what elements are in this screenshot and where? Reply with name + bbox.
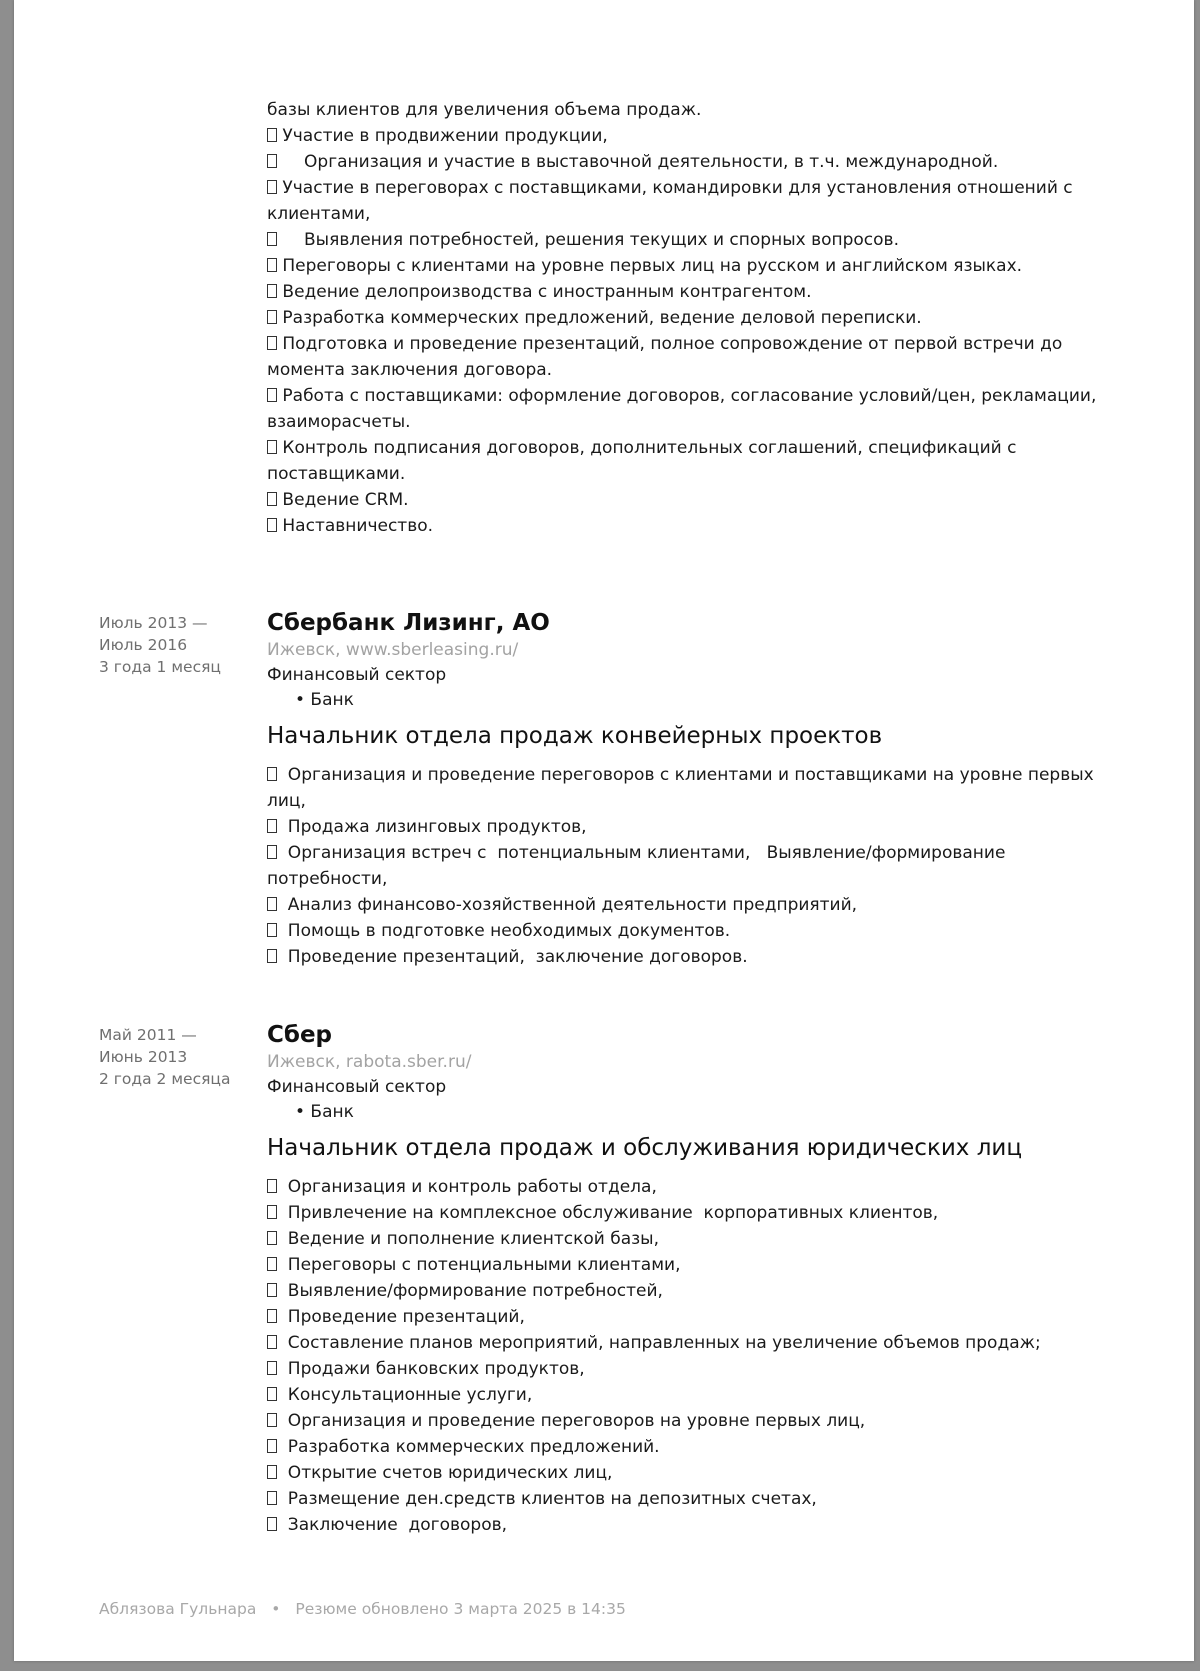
duty-text: момента заключения договора. xyxy=(267,360,553,380)
duty-text: Помощь в подготовке необходимых документов. xyxy=(277,921,731,941)
duty-line xyxy=(267,918,1107,944)
duty-text: Переговоры с клиентами на уровне первых лиц на русском и английском языках. xyxy=(277,256,1023,276)
period-end: Июнь 2013 xyxy=(99,1048,188,1066)
missing-glyph-bullet-icon xyxy=(267,518,277,532)
previous-job-duties xyxy=(267,97,1107,539)
missing-glyph-bullet-icon xyxy=(267,1439,277,1453)
footer-name: Аблязова Гульнара xyxy=(99,1600,257,1618)
duty-text: Составление планов мероприятий, направленных на увеличение объемов продаж; xyxy=(277,1333,1041,1353)
duty-text: Продажа лизинговых продуктов, xyxy=(277,817,587,837)
missing-glyph-bullet-icon xyxy=(267,310,277,324)
duty-line xyxy=(267,1434,1107,1460)
missing-glyph-bullet-icon xyxy=(267,1491,277,1505)
missing-glyph-bullet-icon xyxy=(267,284,277,298)
duty-text: Разработка коммерческих предложений. xyxy=(277,1437,660,1457)
duty-text: Организация и участие в выставочной деятельности, в т.ч. международной. xyxy=(277,152,999,172)
duty-text: Организация и контроль работы отдела, xyxy=(277,1177,657,1197)
duty-text: Организация и проведение переговоров на уровне первых лиц, xyxy=(277,1411,866,1431)
duty-text: Выявления потребностей, решения текущих и спорных вопросов. xyxy=(277,230,899,250)
duty-line xyxy=(267,814,1107,840)
duty-line xyxy=(267,1382,1107,1408)
duty-line xyxy=(267,149,1107,175)
duty-line xyxy=(267,513,1107,539)
duty-line xyxy=(267,1278,1107,1304)
missing-glyph-bullet-icon xyxy=(267,845,277,859)
duty-line xyxy=(267,788,1107,814)
duty-text: базы клиентов для увеличения объема продаж. xyxy=(267,100,702,120)
duty-line xyxy=(267,1174,1107,1200)
missing-glyph-bullet-icon xyxy=(267,232,277,246)
duty-text: Размещение ден.средств клиентов на депозитных счетах, xyxy=(277,1489,817,1509)
duty-text: Участие в переговорах с поставщиками, командировки для установления отношений с xyxy=(277,178,1073,198)
resume-page xyxy=(14,0,1194,1661)
duty-text: Ведение CRM. xyxy=(277,490,409,510)
duty-line xyxy=(267,840,1107,866)
duty-line xyxy=(267,383,1107,409)
duty-text: поставщиками. xyxy=(267,464,406,484)
duty-text: Продажи банковских продуктов, xyxy=(277,1359,585,1379)
duty-text: Переговоры с потенциальными клиентами, xyxy=(277,1255,681,1275)
duty-text: Ведение и пополнение клиентской базы, xyxy=(277,1229,660,1249)
footer-separator: • xyxy=(271,1600,281,1618)
industry-sector: Финансовый сектор xyxy=(267,665,447,685)
missing-glyph-bullet-icon xyxy=(267,1413,277,1427)
missing-glyph-bullet-icon xyxy=(267,1517,277,1531)
duty-line xyxy=(267,175,1107,201)
duty-text: Организация и проведение переговоров с клиентами и поставщиками на уровне первых xyxy=(277,765,1094,785)
missing-glyph-bullet-icon xyxy=(267,1257,277,1271)
job-duties xyxy=(267,1174,1107,1538)
period-start: Июль 2013 — xyxy=(99,614,208,632)
missing-glyph-bullet-icon xyxy=(267,1387,277,1401)
duty-text: клиентами, xyxy=(267,204,371,224)
duty-text: Проведение презентаций, заключение договоров. xyxy=(277,947,748,967)
missing-glyph-bullet-icon xyxy=(267,1361,277,1375)
duty-line xyxy=(267,1486,1107,1512)
duty-text: Участие в продвижении продукции, xyxy=(277,126,608,146)
duty-text: Консультационные услуги, xyxy=(277,1385,533,1405)
duty-line xyxy=(267,409,1107,435)
position-title: Начальник отдела продаж и обслуживания юридических лиц xyxy=(267,1135,1023,1161)
duty-text: Наставничество. xyxy=(277,516,434,536)
duty-text: Выявление/формирование потребностей, xyxy=(277,1281,663,1301)
duty-line xyxy=(267,892,1107,918)
job-entry xyxy=(267,1020,1107,1538)
missing-glyph-bullet-icon xyxy=(267,388,277,402)
missing-glyph-bullet-icon xyxy=(267,1231,277,1245)
job-period xyxy=(99,1024,249,1090)
missing-glyph-bullet-icon xyxy=(267,897,277,911)
missing-glyph-bullet-icon xyxy=(267,336,277,350)
duty-text: Работа с поставщиками: оформление договоров, согласование условий/цен, рекламации, xyxy=(277,386,1097,406)
footer-updated: Резюме обновлено 3 марта 2025 в 14:35 xyxy=(295,1600,626,1618)
industry-item: • Банк xyxy=(295,690,354,710)
duty-line xyxy=(267,1226,1107,1252)
job-duties xyxy=(267,762,1107,970)
duty-text: Контроль подписания договоров, дополнительных соглашений, спецификаций с xyxy=(277,438,1017,458)
duty-line xyxy=(267,435,1107,461)
duty-line xyxy=(267,123,1107,149)
duty-text: Привлечение на комплексное обслуживание корпоративных клиентов, xyxy=(277,1203,939,1223)
duty-line xyxy=(267,279,1107,305)
duty-text: Анализ финансово-хозяйственной деятельности предприятий, xyxy=(277,895,858,915)
period-end: Июль 2016 xyxy=(99,636,188,654)
duty-line xyxy=(267,1356,1107,1382)
duty-line xyxy=(267,1408,1107,1434)
duty-line xyxy=(267,1304,1107,1330)
page-footer xyxy=(99,1600,626,1618)
missing-glyph-bullet-icon xyxy=(267,1465,277,1479)
company-location[interactable]: Ижевск, www.sberleasing.ru/ xyxy=(267,640,519,660)
job-duration: 2 года 2 месяца xyxy=(99,1070,231,1088)
duty-text: Ведение делопроизводства с иностранным контрагентом. xyxy=(277,282,812,302)
missing-glyph-bullet-icon xyxy=(267,1283,277,1297)
period-start: Май 2011 — xyxy=(99,1026,197,1044)
missing-glyph-bullet-icon xyxy=(267,767,277,781)
job-duration: 3 года 1 месяц xyxy=(99,658,221,676)
duty-text: Подготовка и проведение презентаций, полное сопровождение от первой встречи до xyxy=(277,334,1063,354)
duty-line xyxy=(267,201,1107,227)
duty-line xyxy=(267,944,1107,970)
missing-glyph-bullet-icon xyxy=(267,949,277,963)
duty-text: лиц, xyxy=(267,791,306,811)
duty-line xyxy=(267,1330,1107,1356)
duty-line xyxy=(267,866,1107,892)
duty-line xyxy=(267,1252,1107,1278)
duty-text: взаиморасчеты. xyxy=(267,412,411,432)
duty-line xyxy=(267,762,1107,788)
duty-text: Открытие счетов юридических лиц, xyxy=(277,1463,613,1483)
missing-glyph-bullet-icon xyxy=(267,1309,277,1323)
missing-glyph-bullet-icon xyxy=(267,492,277,506)
duty-line xyxy=(267,97,1107,123)
missing-glyph-bullet-icon xyxy=(267,1335,277,1349)
company-name: Сбер xyxy=(267,1022,333,1048)
job-period xyxy=(99,612,249,678)
duty-line xyxy=(267,253,1107,279)
duty-line xyxy=(267,461,1107,487)
company-name: Сбербанк Лизинг, АО xyxy=(267,610,550,636)
missing-glyph-bullet-icon xyxy=(267,440,277,454)
industry-item: • Банк xyxy=(295,1102,354,1122)
missing-glyph-bullet-icon xyxy=(267,1179,277,1193)
duty-line xyxy=(267,1460,1107,1486)
duty-line xyxy=(267,487,1107,513)
industry-sector: Финансовый сектор xyxy=(267,1077,447,1097)
duty-text: Проведение презентаций, xyxy=(277,1307,525,1327)
duty-line xyxy=(267,357,1107,383)
duty-line xyxy=(267,227,1107,253)
duty-line xyxy=(267,1512,1107,1538)
missing-glyph-bullet-icon xyxy=(267,154,277,168)
duty-line xyxy=(267,331,1107,357)
duty-text: потребности, xyxy=(267,869,388,889)
position-title: Начальник отдела продаж конвейерных проектов xyxy=(267,723,883,749)
missing-glyph-bullet-icon xyxy=(267,258,277,272)
missing-glyph-bullet-icon xyxy=(267,1205,277,1219)
duty-text: Разработка коммерческих предложений, ведение деловой переписки. xyxy=(277,308,922,328)
missing-glyph-bullet-icon xyxy=(267,819,277,833)
missing-glyph-bullet-icon xyxy=(267,923,277,937)
duty-text: Организация встреч с потенциальным клиентами, Выявление/формирование xyxy=(277,843,1006,863)
missing-glyph-bullet-icon xyxy=(267,128,277,142)
duty-text: Заключение договоров, xyxy=(277,1515,508,1535)
duty-line xyxy=(267,305,1107,331)
job-entry xyxy=(267,608,1107,970)
company-location[interactable]: Ижевск, rabota.sber.ru/ xyxy=(267,1052,472,1072)
missing-glyph-bullet-icon xyxy=(267,180,277,194)
duty-line xyxy=(267,1200,1107,1226)
